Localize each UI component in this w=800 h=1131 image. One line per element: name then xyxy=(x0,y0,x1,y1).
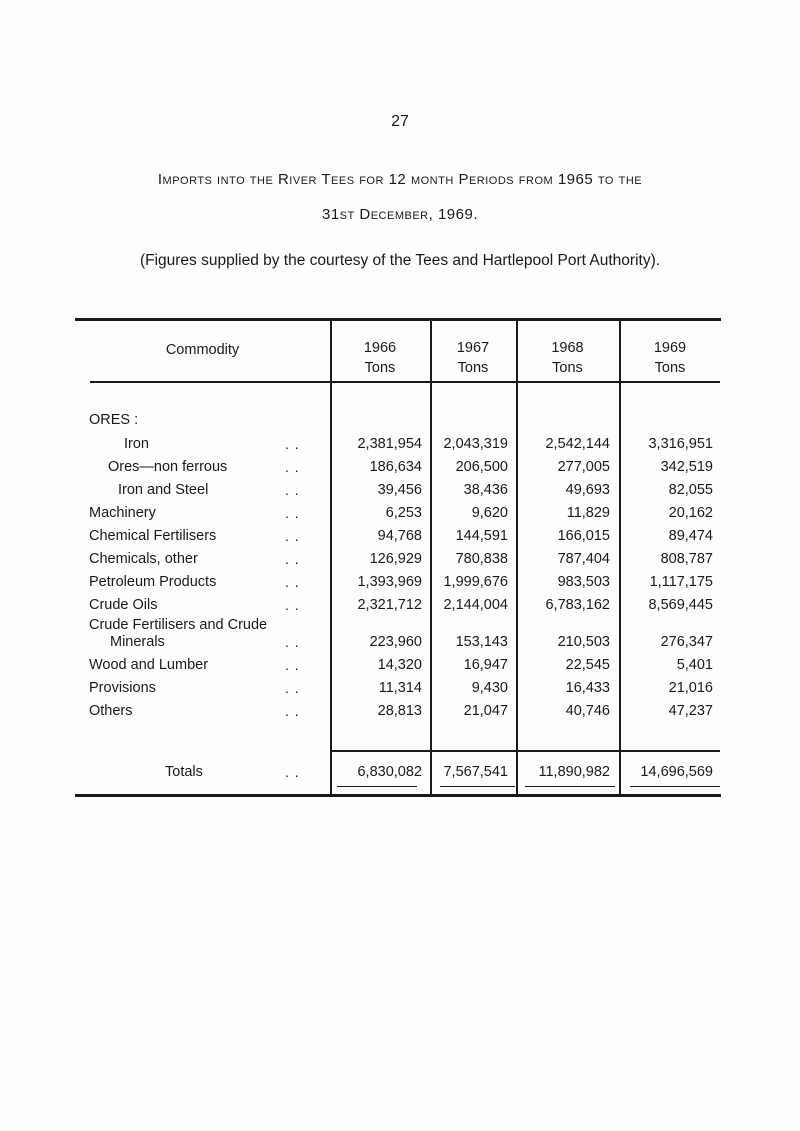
header-year: 1968 xyxy=(551,340,584,356)
value-1968: 11,829 xyxy=(566,505,610,521)
value-1966: 14,320 xyxy=(377,657,422,673)
header-1968 xyxy=(516,338,619,378)
value-1968: 49,693 xyxy=(565,482,610,498)
value-1969: 276,347 xyxy=(660,634,713,650)
value-1969: 5,401 xyxy=(676,657,713,673)
totals-underline xyxy=(525,786,615,787)
commodity-label: Iron xyxy=(124,436,149,452)
value-1968: 787,404 xyxy=(557,551,610,567)
value-1969: 82,055 xyxy=(668,482,713,498)
value-1966: 94,768 xyxy=(377,528,422,544)
value-1968: 983,503 xyxy=(557,574,610,590)
header-year: 1966 xyxy=(363,340,397,356)
value-1968: 166,015 xyxy=(557,528,610,544)
value-1966: 11,314 xyxy=(378,680,422,696)
header-1967 xyxy=(430,338,516,378)
value-1967: 16,947 xyxy=(463,657,508,673)
header-unit: Tons xyxy=(457,360,489,376)
bottom-rule xyxy=(75,794,721,797)
totals-value-1966: 6,830,082 xyxy=(357,764,422,780)
value-1969: 20,162 xyxy=(668,505,713,521)
value-1966: 2,381,954 xyxy=(357,436,422,452)
leader-dots: . . xyxy=(285,482,300,498)
value-1968: 2,542,144 xyxy=(545,436,610,452)
value-1967: 206,500 xyxy=(455,459,508,475)
imports-table xyxy=(75,318,721,798)
value-1966: 39,456 xyxy=(377,482,422,498)
leader-dots: . . xyxy=(285,680,300,696)
header-unit: Tons xyxy=(654,360,686,376)
value-1968: 22,545 xyxy=(565,657,610,673)
value-1968: 6,783,162 xyxy=(545,597,610,613)
value-1966: 126,929 xyxy=(369,551,422,567)
value-1967: 21,047 xyxy=(463,703,508,719)
header-1966 xyxy=(330,338,430,378)
value-1967: 9,620 xyxy=(471,505,508,521)
leader-dots: . . xyxy=(285,574,300,590)
page-number: 27 xyxy=(391,113,409,130)
commodity-label: Provisions xyxy=(89,680,156,696)
value-1967: 153,143 xyxy=(455,634,508,650)
value-1969: 1,117,175 xyxy=(649,574,713,590)
leader-dots: . . xyxy=(285,657,300,673)
value-1966: 28,813 xyxy=(377,703,422,719)
section-label: ORES : xyxy=(89,412,139,428)
commodity-label: Machinery xyxy=(89,505,156,521)
value-1966: 186,634 xyxy=(369,459,422,475)
commodity-label: Crude Oils xyxy=(89,597,158,613)
leader-dots: . . xyxy=(285,597,300,613)
commodity-label: Wood and Lumber xyxy=(89,657,209,673)
value-1969: 3,316,951 xyxy=(648,436,713,452)
totals-leader: . . xyxy=(285,764,300,780)
header-year: 1969 xyxy=(653,340,687,356)
totals-rule xyxy=(330,750,720,752)
leader-dots: . . xyxy=(285,459,300,475)
value-1969: 47,237 xyxy=(668,703,713,719)
totals-value-1967: 7,567,541 xyxy=(443,764,508,780)
header-1969 xyxy=(619,338,721,378)
value-1969: 8,569,445 xyxy=(648,597,713,613)
title-line-2: 31st December, 1969. xyxy=(321,206,478,223)
value-1968: 16,433 xyxy=(565,680,610,696)
value-1967: 780,838 xyxy=(455,551,508,567)
commodity-label: Others xyxy=(89,703,133,719)
value-1968: 40,746 xyxy=(565,703,610,719)
value-1967: 38,436 xyxy=(463,482,508,498)
leader-dots: . . xyxy=(285,551,300,567)
value-1967: 1,999,676 xyxy=(443,574,508,590)
value-1969: 342,519 xyxy=(660,459,713,475)
header-unit: Tons xyxy=(552,360,583,376)
leader-dots: . . xyxy=(285,436,300,452)
totals-underline xyxy=(630,786,720,787)
subtitle: (Figures supplied by the courtesy of the Tees and Hartlepool Port Authority). xyxy=(139,252,661,269)
value-1969: 808,787 xyxy=(660,551,713,567)
leader-dots: . . xyxy=(285,505,300,521)
commodity-label: Petroleum Products xyxy=(89,574,217,590)
totals-value-1969: 14,696,569 xyxy=(640,764,713,780)
value-1967: 144,591 xyxy=(455,528,508,544)
value-1966: 6,253 xyxy=(385,505,422,521)
commodity-label: Ores—non ferrous xyxy=(108,459,228,475)
commodity-label: Crude Fertilisers and Crude xyxy=(89,617,268,633)
leader-dots: . . xyxy=(285,634,300,650)
value-1968: 210,503 xyxy=(557,634,610,650)
header-commodity: Commodity xyxy=(165,342,240,358)
value-1968: 277,005 xyxy=(557,459,610,475)
header-year: 1967 xyxy=(456,340,490,356)
header-rule xyxy=(90,381,720,383)
leader-dots: . . xyxy=(285,528,300,544)
top-rule xyxy=(75,318,721,321)
title-line-1: Imports into the River Tees for 12 month Periods from 1965 to the xyxy=(157,171,643,188)
commodity-label: Chemicals, other xyxy=(89,551,198,567)
header-unit: Tons xyxy=(364,360,396,376)
commodity-label: Chemical Fertilisers xyxy=(89,528,217,544)
totals-underline xyxy=(440,786,515,787)
value-1969: 21,016 xyxy=(668,680,713,696)
value-1966: 2,321,712 xyxy=(357,597,422,613)
totals-underline xyxy=(337,786,417,787)
totals-value-1968: 11,890,982 xyxy=(538,764,610,780)
value-1967: 2,144,004 xyxy=(443,597,508,613)
totals-label: Totals xyxy=(165,764,203,780)
leader-dots: . . xyxy=(285,703,300,719)
value-1967: 9,430 xyxy=(471,680,508,696)
commodity-label-line2: Minerals xyxy=(110,634,165,650)
commodity-label: Iron and Steel xyxy=(118,482,209,498)
value-1966: 223,960 xyxy=(369,634,422,650)
value-1969: 89,474 xyxy=(668,528,713,544)
value-1967: 2,043,319 xyxy=(443,436,508,452)
value-1966: 1,393,969 xyxy=(357,574,422,590)
